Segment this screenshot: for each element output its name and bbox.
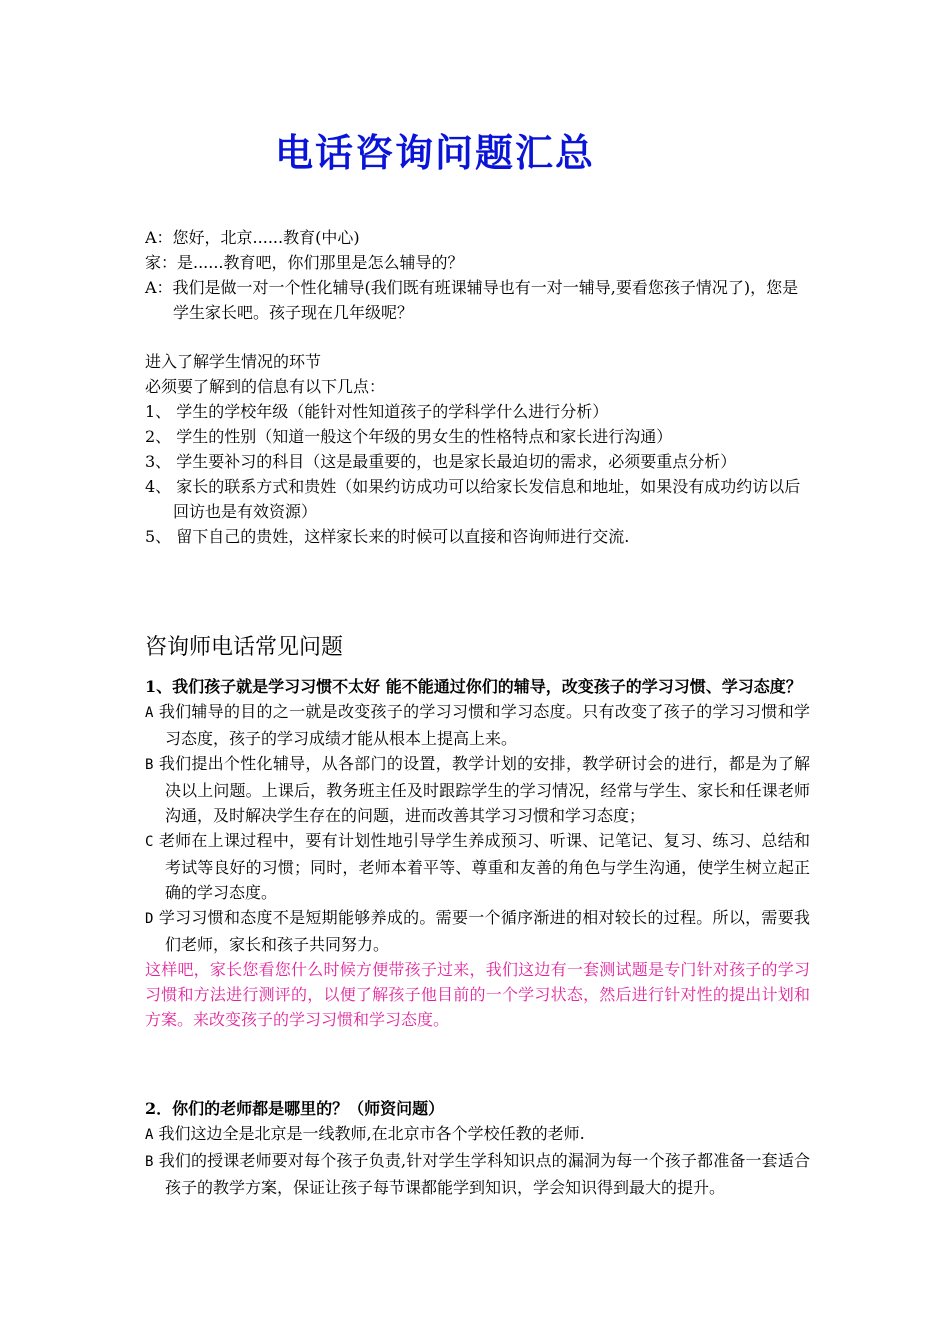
answer-letter: C xyxy=(145,834,154,850)
opening-dialogue xyxy=(145,225,810,325)
info-item: 3、 学生要补习的科目（这是最重要的，也是家长最迫切的需求，必须要重点分析） xyxy=(145,452,737,471)
answer-d xyxy=(145,905,810,957)
answer-a xyxy=(145,1121,810,1148)
dialogue-line: 家：是......教育吧，你们那里是怎么辅导的？ xyxy=(145,253,464,272)
answer-letter: B xyxy=(145,1154,154,1170)
answer-letter: A xyxy=(145,1127,154,1143)
document-title: 电话咨询问题汇总 xyxy=(274,131,595,175)
answer-text: 我们这边全是北京是一线教师,在北京市各个学校任教的老师. xyxy=(158,1124,585,1143)
answer-letter: B xyxy=(145,757,154,773)
question-text: 2．你们的老师都是哪里的？（师资问题） xyxy=(145,1099,445,1118)
info-intro: 必须要了解到的信息有以下几点： xyxy=(145,377,386,396)
answer-text: 老师在上课过程中，要有计划性地引导学生养成预习、听课、记笔记、复习、练习、总结和考试等良好的习惯；同时，老师本着平等、尊重和友善的角色与学生沟通，使学生树立起正确的学习态度。 xyxy=(158,831,810,902)
info-item: 2、 学生的性别（知道一般这个年级的男女生的性格特点和家长进行沟通） xyxy=(145,427,673,446)
dialogue-line: A：您好，北京......教育(中心) xyxy=(145,228,360,247)
pitch-text: 这样吧，家长您看您什么时候方便带孩子过来，我们这边有一套测试题是专门针对孩子的学习习惯和方法进行测评的，以便了解孩子他目前的一个学习状态，然后进行针对性的提出计划和方案。来改变孩子的学习习惯和学习态度。 xyxy=(145,960,810,1029)
answer-a xyxy=(145,699,810,751)
info-intro: 进入了解学生情况的环节 xyxy=(145,352,322,371)
info-item: 4、 家长的联系方式和贵姓（如果约访成功可以给家长发信息和地址，如果没有成功约访以后回访也是有效资源） xyxy=(145,477,801,521)
answer-letter: A xyxy=(145,705,154,721)
answer-text: 我们辅导的目的之一就是改变孩子的学习习惯和学习态度。只有改变了孩子的学习习惯和学习态度，孩子的学习成绩才能从根本上提高上来。 xyxy=(158,702,810,748)
answer-letter: D xyxy=(145,911,154,927)
question-2 xyxy=(145,1096,810,1200)
dialogue-line: A：我们是做一对一个性化辅导(我们既有班课辅导也有一对一辅导,要看您孩子情况了)，您是学生家长吧。孩子现在几年级呢？ xyxy=(145,278,799,322)
answer-text: 学习习惯和态度不是短期能够养成的。需要一个循序渐进的相对较长的过程。所以，需要我们老师，家长和孩子共同努力。 xyxy=(158,908,810,954)
answer-b xyxy=(145,751,810,828)
info-item: 1、 学生的学校年级（能针对性知道孩子的学科学什么进行分析） xyxy=(145,402,609,421)
section-heading: 咨询师电话常见问题 xyxy=(145,635,344,660)
answer-text: 我们提出个性化辅导，从各部门的设置，教学计划的安排，教学研讨会的进行，都是为了解决以上问题。上课后，教务班主任及时跟踪学生的学习情况，经常与学生、家长和任课老师沟通，及时解决学生存在的问题，进而改善其学习习惯和学习态度； xyxy=(158,754,810,825)
info-item: 5、 留下自己的贵姓，这样家长来的时候可以直接和咨询师进行交流. xyxy=(145,527,630,546)
question-text: 1、我们孩子就是学习习惯不太好 能不能通过你们的辅导，改变孩子的学习习惯、学习态度？ xyxy=(145,677,802,696)
answer-text: 我们的授课老师要对每个孩子负责,针对学生学科知识点的漏洞为每一个孩子都准备一套适合孩子的教学方案，保证让孩子每节课都能学到知识，学会知识得到最大的提升。 xyxy=(158,1151,810,1197)
question-1 xyxy=(145,674,810,1032)
info-section xyxy=(145,349,810,549)
answer-c xyxy=(145,828,810,905)
answer-b xyxy=(145,1148,810,1200)
